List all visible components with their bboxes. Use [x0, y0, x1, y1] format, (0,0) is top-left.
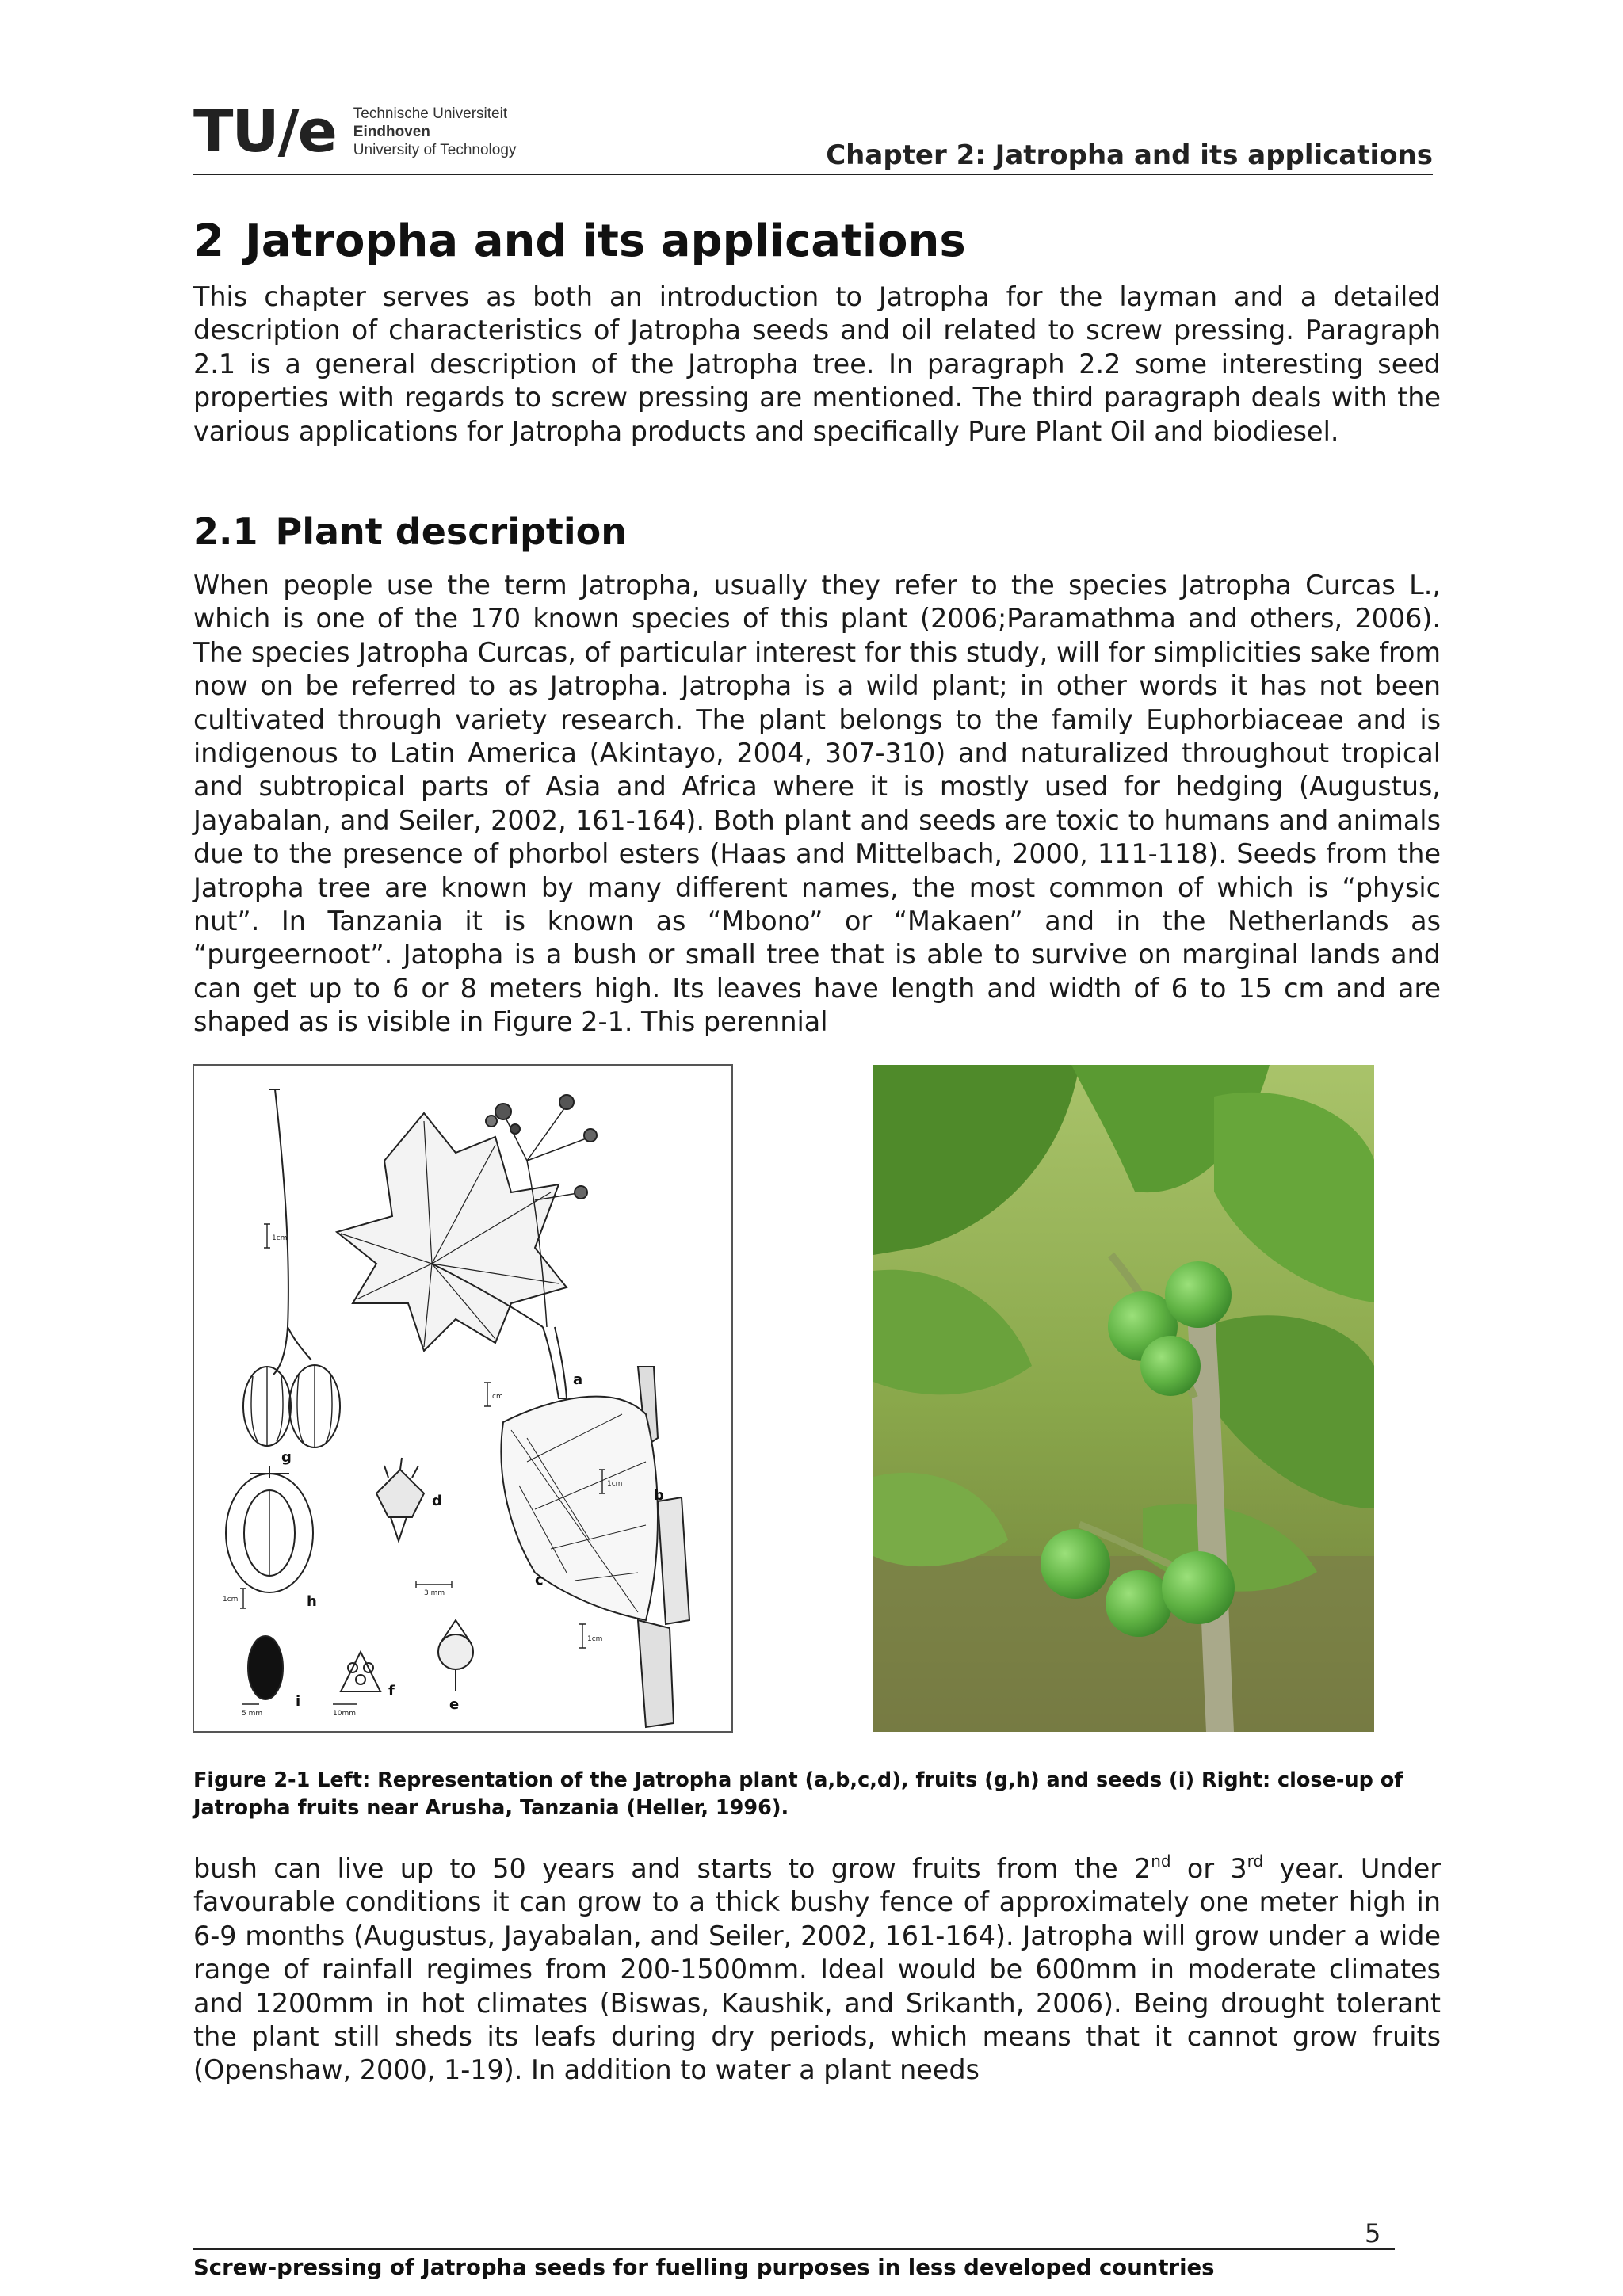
- scale-h: 1cm: [223, 1596, 239, 1604]
- chapter-number: 2: [193, 215, 224, 267]
- scale-c: 1cm: [587, 1635, 603, 1643]
- section-heading: [193, 510, 627, 553]
- figure-caption: Figure 2-1 Left: Representation of the Jatropha plant (a,b,c,d), fruits (g,h) and seeds (i) Right: close-up of Jatropha fruits near Arusha, Tanzania (Heller, 1996).: [193, 1768, 1403, 1820]
- label-g: g: [281, 1449, 292, 1466]
- label-c: c: [535, 1572, 544, 1589]
- cont-text-2: or 3: [1170, 1853, 1247, 1884]
- label-i: i: [296, 1693, 301, 1710]
- jatropha-fruit-photo: [873, 1065, 1374, 1732]
- continued-paragraph: [193, 1852, 1441, 2088]
- section-title: Plant description: [275, 510, 628, 553]
- sup-nd: nd: [1151, 1851, 1171, 1871]
- scale-b: 1cm: [607, 1480, 623, 1488]
- tue-logo: [193, 97, 517, 166]
- plant-description-paragraph: When people use the term Jatropha, usually they refer to the species Jatropha Curcas L., which is one of the 170 known species of this plant (2006;Paramathma and others, 2006). The species Jatropha Curcas, of particular interest for this study, will for simplicities sake from now on be referred to as Jatropha. Jatropha is a wild plant; in other words it has not been cultivated through variety research. The plant belongs to the family Euphorbiaceae and is indigenous to Latin America (Akintayo, 2004, 307-310) and naturalized throughout tropical and subtropical parts of Asia and Africa where it is mostly used for hedging (Augustus, Jayabalan, and Seiler, 2002, 161-164). Both plant and seeds are toxic to humans and animals due to the presence of phorbol esters (Haas and Mittelbach, 2000, 111-118). Seeds from the Jatropha tree are known by many different names, the most common of which is “physic nut”. In Tanzania it is known as “Mbono” or “Makaen” and in the Netherlands as “purgeernoot”. Jatopha is a bush or small tree that is able to survive on marginal lands and can get up to 6 or 8 meters high. Its leaves have length and width of 6 to 15 cm and are shaped as is visible in Figure 2-1. This perennial: [193, 570, 1441, 1038]
- intro-paragraph: This chapter serves as both an introduction to Jatropha for the layman and a detailed description of characteristics of Jatropha seeds and oil related to screw pressing. Paragraph 2.1 is a general description of the Jatropha tree. In paragraph 2.2 some interesting seed properties with regards to screw pressing are mentioned. The third paragraph deals with the various applications for Jatropha products and specifically Pure Plant Oil and biodiesel.: [193, 281, 1441, 447]
- label-f: f: [388, 1683, 395, 1699]
- logo-mark: TU/e: [193, 97, 336, 166]
- logo-line-2: Eindhoven: [353, 123, 430, 140]
- chapter-title: Jatropha and its applications: [244, 215, 966, 267]
- logo-text: [353, 105, 517, 159]
- cont-text-3: year. Under favourable conditions it can grow to a thick bushy fence of approximately one meter high in 6-9 months (Augustus, Jayabalan, and Seiler, 2002, 161-164). Jatropha will grow under a wide range of rainfall regimes from 200-1500mm. Ideal would be 600mm in moderate climates and 1200mm in hot climates (Biswas, Kaushik, and Srikanth, 2006). Being drought tolerant the plant still sheds its leafs during dry periods, which means that it cannot grow fruits (Openshaw, 2000, 1-19). In addition to water a plant needs: [193, 1853, 1441, 2086]
- label-a: a: [573, 1371, 583, 1388]
- label-e: e: [449, 1696, 460, 1713]
- botanical-drawing: [194, 1066, 731, 1731]
- header-rule-right: [515, 174, 1433, 175]
- footer-title: Screw-pressing of Jatropha seeds for fuelling purposes in less developed countries: [193, 2255, 1215, 2280]
- header-rule-left: [193, 174, 515, 175]
- label-b: b: [654, 1487, 664, 1504]
- scale-g: 1cm: [272, 1234, 288, 1242]
- scale-d: 3 mm: [424, 1589, 445, 1597]
- fruit-photo-illustration: [873, 1065, 1374, 1732]
- cont-text-1: bush can live up to 50 years and starts to grow fruits from the 2: [193, 1853, 1151, 1884]
- footer-rule: [193, 2248, 1395, 2250]
- scale-f: 10mm: [333, 1710, 356, 1718]
- scale-a: cm: [492, 1393, 503, 1401]
- logo-line-1: Technische Universiteit: [353, 105, 508, 122]
- sup-rd: rd: [1247, 1851, 1264, 1871]
- page-number: 5: [1365, 2218, 1381, 2248]
- running-head: Chapter 2: Jatropha and its applications: [826, 139, 1433, 171]
- label-h: h: [307, 1593, 317, 1610]
- chapter-heading: [193, 215, 966, 267]
- label-d: d: [432, 1493, 442, 1509]
- botanical-drawing-figure: [193, 1064, 733, 1733]
- logo-line-3: University of Technology: [353, 141, 517, 158]
- section-number: 2.1: [193, 510, 258, 553]
- scale-i: 5 mm: [242, 1710, 263, 1718]
